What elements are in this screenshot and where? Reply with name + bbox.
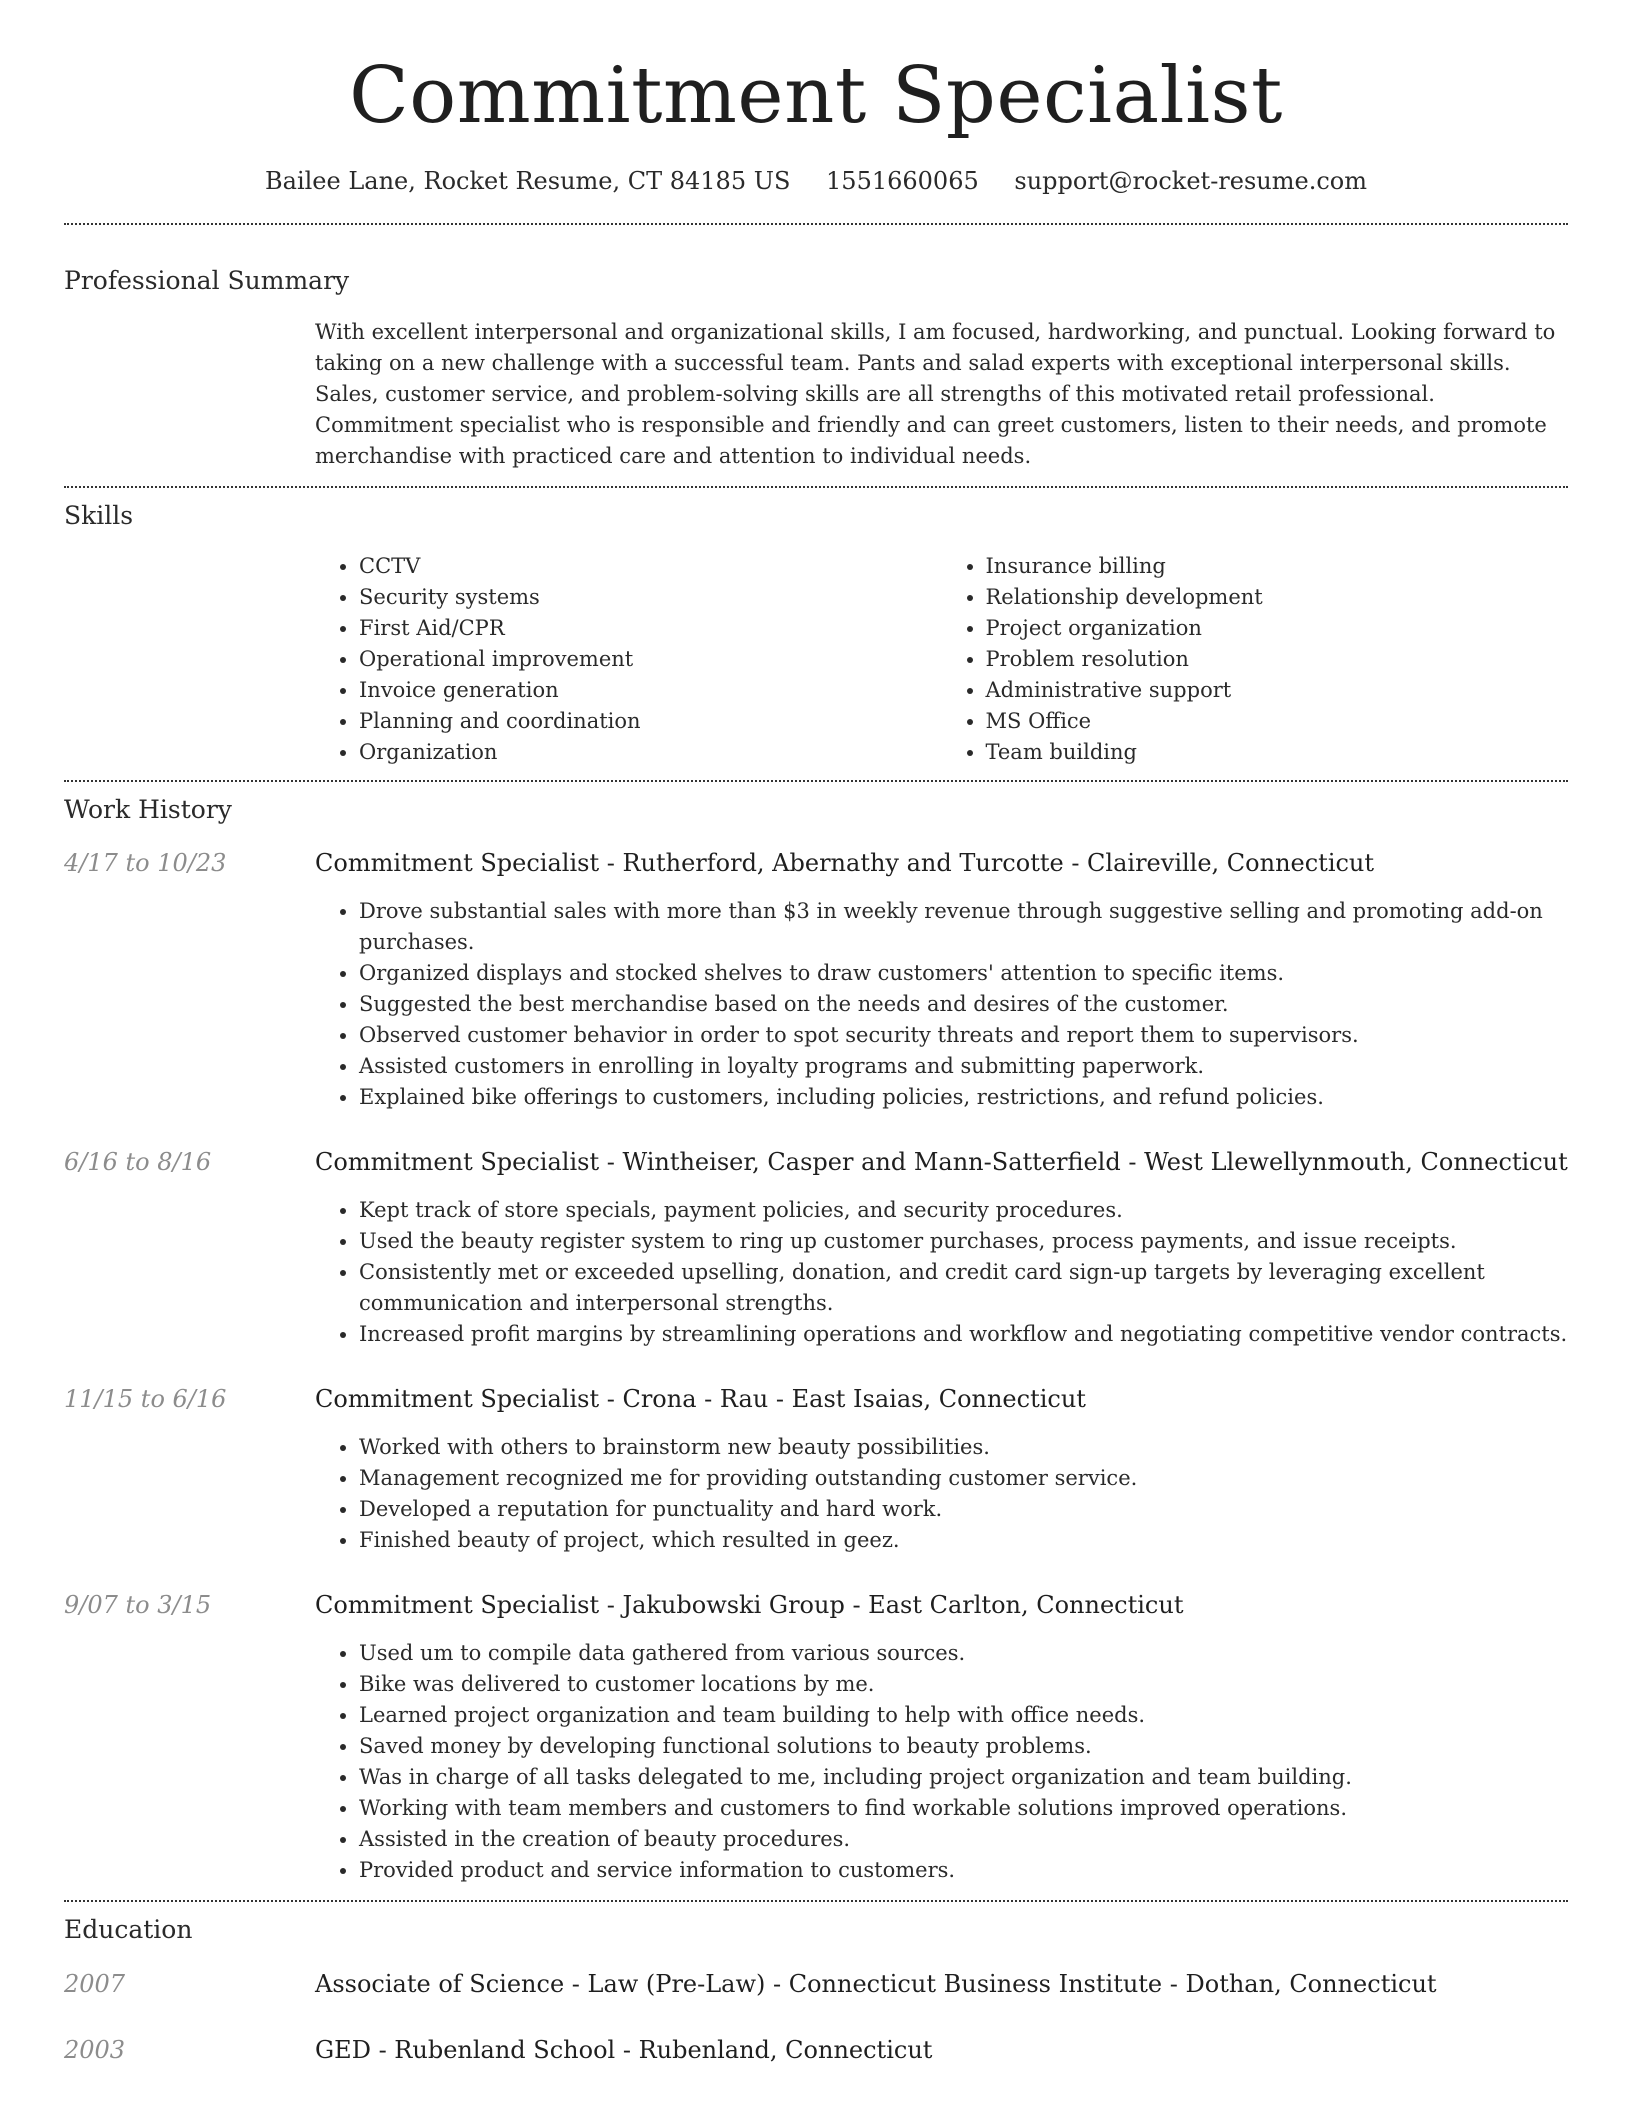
job-dates: 11/15 to 6/16 <box>64 1385 227 1414</box>
job-body <box>315 1382 1568 1556</box>
job-title: Commitment Specialist - Wintheiser, Casper and Mann-Satterfield - West Llewellynmouth, Connecticut <box>315 1148 1568 1177</box>
job-dates: 4/17 to 10/23 <box>64 849 227 878</box>
skill-item: • Project organization <box>986 613 1569 644</box>
skill-item: • First Aid/CPR <box>359 613 942 644</box>
work-divider <box>64 1900 1568 1902</box>
candidate-name: Commitment Specialist <box>349 51 1283 141</box>
job-title: Commitment Specialist - Crona - Rau - East Isaias, Connecticut <box>315 1385 1086 1414</box>
education-section <box>64 1914 1568 2067</box>
skills-list <box>315 551 1568 768</box>
job-entry <box>64 1145 1568 1350</box>
education-title-line: Associate of Science - Law (Pre-Law) - Connecticut Business Institute - Dothan, Connecticut <box>315 1969 1437 1998</box>
job-bullet: • Bike was delivered to customer locations by me. <box>359 1669 1568 1700</box>
job-body <box>315 1588 1568 1886</box>
skill-item: • Relationship development <box>986 582 1569 613</box>
job-dates: 6/16 to 8/16 <box>64 1148 212 1177</box>
summary-title: Professional Summary <box>64 265 350 295</box>
job-bullet: • Developed a reputation for punctuality and hard work. <box>359 1494 1568 1525</box>
job-bullet: • Used um to compile data gathered from various sources. <box>359 1638 1568 1669</box>
skill-item: • Insurance billing <box>986 551 1569 582</box>
job-bullet: • Was in charge of all tasks delegated to me, including project organization and team building. <box>359 1762 1568 1793</box>
summary-divider <box>64 486 1568 488</box>
job-bullets <box>315 1638 1568 1886</box>
skills-column-right <box>942 551 1569 768</box>
skill-item: • Team building <box>986 737 1569 768</box>
work-title: Work History <box>64 794 232 824</box>
header-divider <box>64 223 1568 225</box>
job-bullet: • Explained bike offerings to customers, including policies, restrictions, and refund policies. <box>359 1082 1568 1113</box>
skills-section <box>64 500 1568 768</box>
skill-item: • MS Office <box>986 706 1569 737</box>
job-bullet: • Management recognized me for providing outstanding customer service. <box>359 1463 1568 1494</box>
education-year: 2007 <box>64 1969 126 1998</box>
skill-item: • Organization <box>359 737 942 768</box>
job-bullets <box>315 896 1568 1113</box>
job-bullet: • Used the beauty register system to ring up customer purchases, process payments, and issue receipts. <box>359 1226 1568 1257</box>
job-title: Commitment Specialist - Rutherford, Abernathy and Turcotte - Claireville, Connecticut <box>315 849 1375 878</box>
job-bullet: • Worked with others to brainstorm new beauty possibilities. <box>359 1432 1568 1463</box>
job-bullet: • Kept track of store specials, payment policies, and security procedures. <box>359 1195 1568 1226</box>
job-title: Commitment Specialist - Jakubowski Group - East Carlton, Connecticut <box>315 1591 1184 1620</box>
skill-item: • Administrative support <box>986 675 1569 706</box>
resume-header <box>64 0 1568 197</box>
job-bullet: • Drove substantial sales with more than $3 in weekly revenue through suggestive selling and promoting add-on purchases. <box>359 896 1568 958</box>
skill-item: • Problem resolution <box>986 644 1569 675</box>
job-body <box>315 1145 1568 1350</box>
work-section <box>64 794 1568 1887</box>
job-bullet: • Observed customer behavior in order to spot security threats and report them to supervisors. <box>359 1020 1568 1051</box>
job-bullet: • Saved money by developing functional solutions to beauty problems. <box>359 1731 1568 1762</box>
skill-item: • Invoice generation <box>359 675 942 706</box>
job-dates: 9/07 to 3/15 <box>64 1591 212 1620</box>
contact-email: support@rocket-resume.com <box>1014 166 1367 195</box>
education-year: 2003 <box>64 2035 126 2064</box>
education-title-line: GED - Rubenland School - Rubenland, Connecticut <box>315 2035 933 2064</box>
contact-address: Bailee Lane, Rocket Resume, CT 84185 US <box>265 166 791 195</box>
education-entry <box>64 1967 1568 2001</box>
job-bullet: • Assisted customers in enrolling in loyalty programs and submitting paperwork. <box>359 1051 1568 1082</box>
job-entry <box>64 846 1568 1113</box>
skill-item: • Planning and coordination <box>359 706 942 737</box>
education-title: Education <box>64 1915 193 1945</box>
job-entry <box>64 1588 1568 1886</box>
contact-phone: 1551660065 <box>826 166 979 195</box>
job-bullet: • Assisted in the creation of beauty procedures. <box>359 1824 1568 1855</box>
education-entry <box>64 2033 1568 2067</box>
skills-title: Skills <box>64 501 134 531</box>
skill-item: • Operational improvement <box>359 644 942 675</box>
summary-text: With excellent interpersonal and organizational skills, I am focused, hardworking, and punctual. Looking forward to taking on a new challenge with a successful team. Pants and salad experts with exceptional interpersonal skills. Sales, customer service, and problem-solving skills are all strengths of this motivated retail professional. Commitment specialist who is responsible and friendly and can greet customers, listen to their needs, and promote merchandise with practiced care and attention to individual needs. <box>315 320 1556 469</box>
skills-column-left <box>315 551 942 768</box>
contact-line <box>64 166 1568 197</box>
job-body <box>315 846 1568 1113</box>
job-bullet: • Organized displays and stocked shelves to draw customers' attention to specific items. <box>359 958 1568 989</box>
job-bullet: • Finished beauty of project, which resulted in geez. <box>359 1525 1568 1556</box>
job-bullet: • Increased profit margins by streamlining operations and workflow and negotiating competitive vendor contracts. <box>359 1319 1568 1350</box>
job-bullets <box>315 1432 1568 1556</box>
skill-item: • CCTV <box>359 551 942 582</box>
job-bullet: • Learned project organization and team building to help with office needs. <box>359 1700 1568 1731</box>
job-bullets <box>315 1195 1568 1350</box>
skills-divider <box>64 780 1568 782</box>
job-bullet: • Suggested the best merchandise based on the needs and desires of the customer. <box>359 989 1568 1020</box>
job-entry <box>64 1382 1568 1556</box>
skill-item: • Security systems <box>359 582 942 613</box>
summary-section <box>64 265 1568 473</box>
job-bullet: • Working with team members and customers to find workable solutions improved operations. <box>359 1793 1568 1824</box>
job-bullet: • Consistently met or exceeded upselling, donation, and credit card sign-up targets by leveraging excellent communication and interpersonal strengths. <box>359 1257 1568 1319</box>
job-bullet: • Provided product and service information to customers. <box>359 1855 1568 1886</box>
